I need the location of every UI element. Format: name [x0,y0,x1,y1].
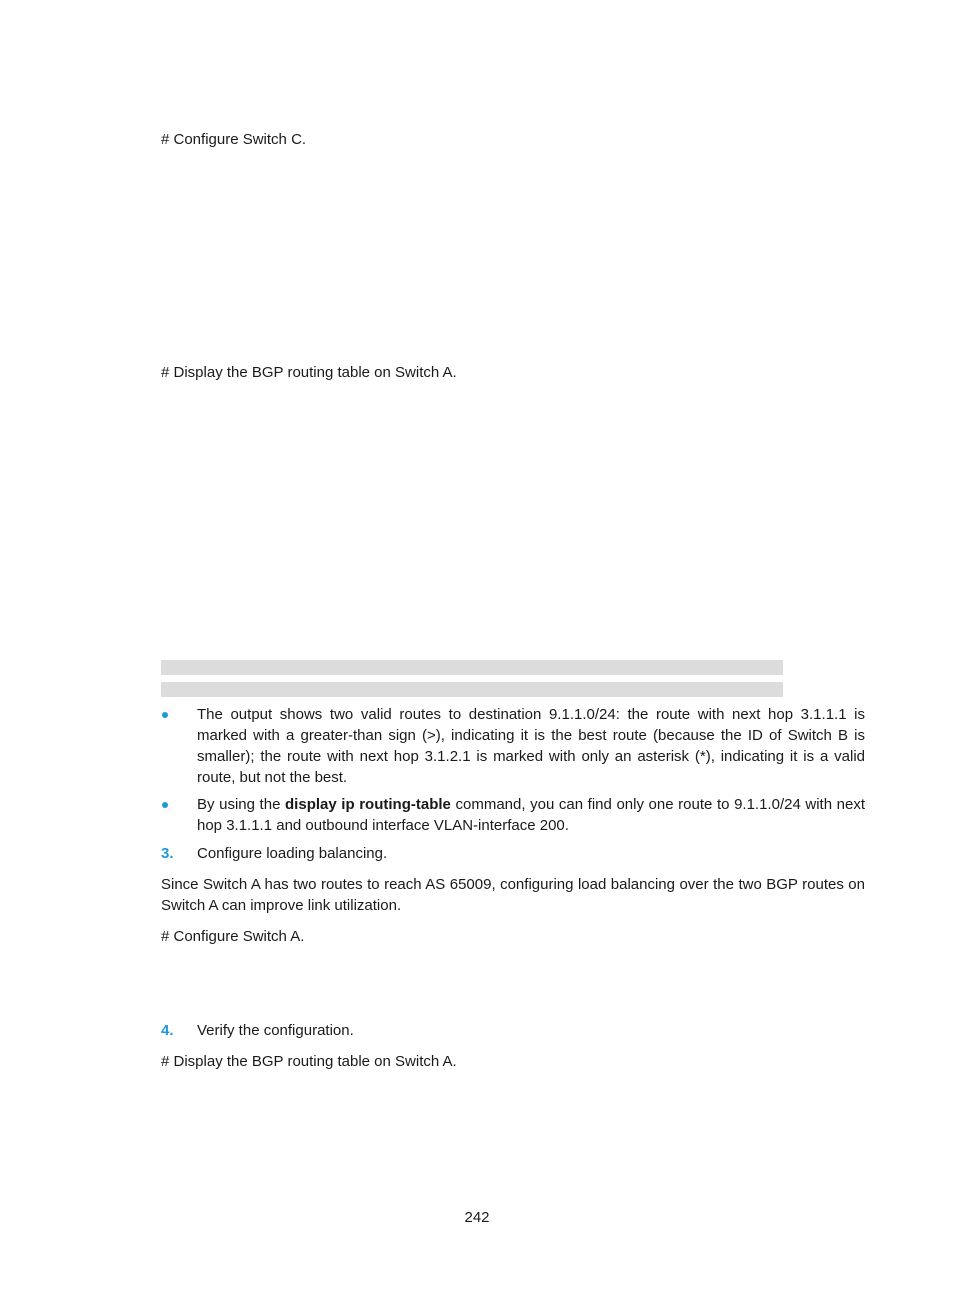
bullet-item-routing-table [161,794,865,836]
configure-switch-a-text: # Configure Switch A. [161,928,305,945]
step-text: Verify the configuration. [197,1022,354,1039]
bullet-dot-icon [162,712,168,718]
step-number: 3. [161,845,174,862]
bullet-text: The output shows two valid routes to destination 9.1.1.0/24: the route with next hop 3.1.1.1 is marked with a greater-than sign (>), indicating it is the best route (because the ID of Switch B is smaller); the route with next hop 3.1.2.1 is marked with only an asterisk (*), indicating it is a valid route, but not the best. [197,706,865,786]
step-item-4 [161,1020,865,1041]
bullet-item-valid-routes [161,704,865,788]
configure-switch-c-text: # Configure Switch C. [161,131,307,148]
display-bgp-table-text-2: # Display the BGP routing table on Switch A. [161,1053,457,1070]
load-balancing-intro-text: Since Switch A has two routes to reach AS 65009, configuring load balancing over the two BGP routes on Switch A can improve link utilization. [161,876,865,914]
command-text: display ip routing-table [285,796,451,813]
step-text: Configure loading balancing. [197,845,388,862]
code-block-bar-2 [161,682,783,697]
display-bgp-table-text-1: # Display the BGP routing table on Switch A. [161,364,457,381]
code-block-bar-1 [161,660,783,675]
bullet-text: By using the display ip routing-table command, you can find only one route to 9.1.1.0/24 with next hop 3.1.1.1 and outbound interface VLAN-interface 200. [197,796,866,834]
step-number: 4. [161,1022,174,1039]
step-item-3 [161,843,865,864]
page-number: 242 [464,1209,490,1226]
bullet-dot-icon [162,802,168,808]
